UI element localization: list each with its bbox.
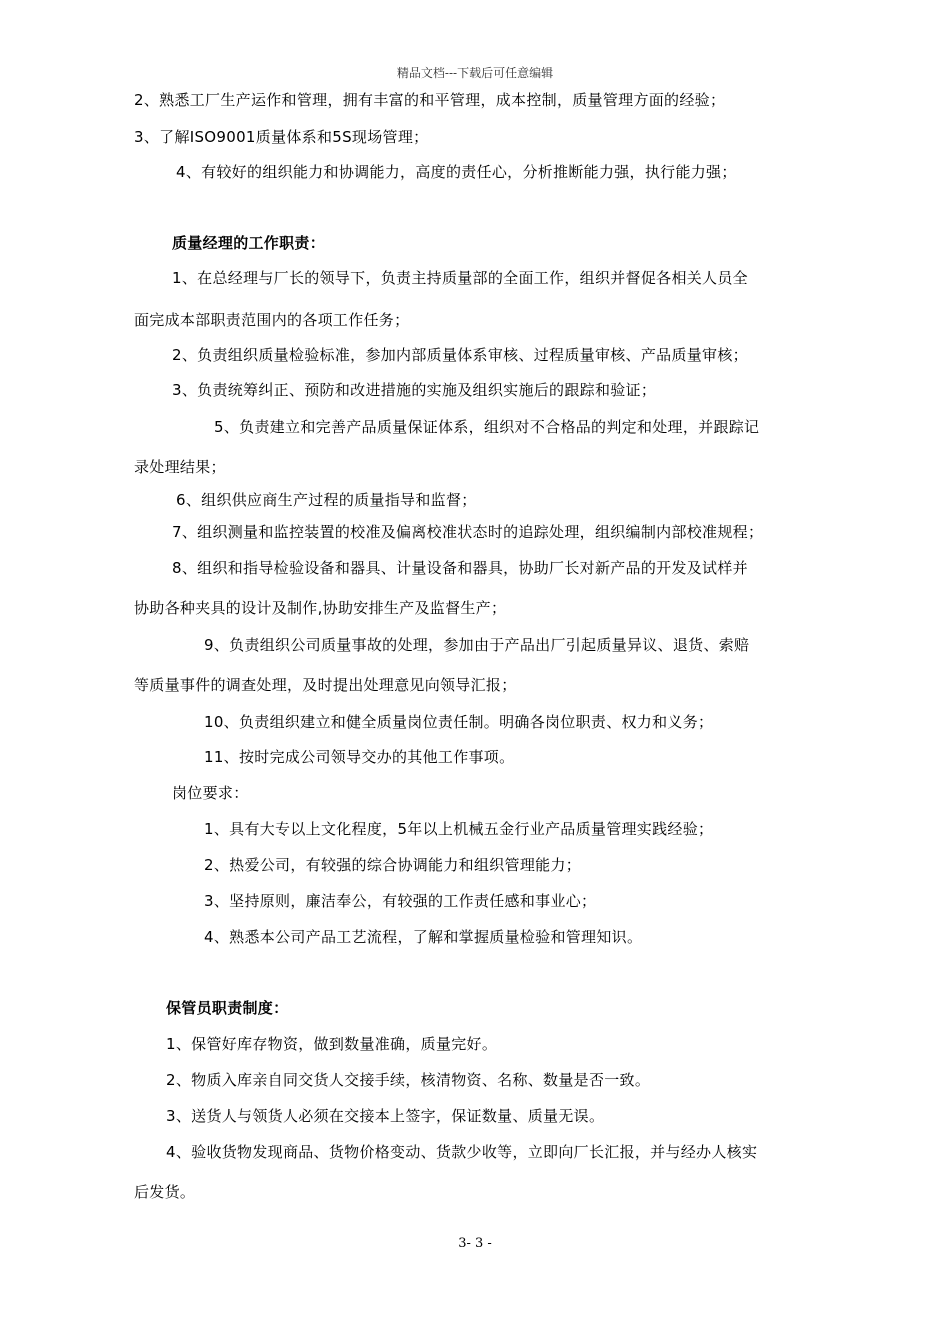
qm-duty-line: 面完成本部职责范围内的各项工作任务； <box>134 311 410 329</box>
qm-duty-line: 8、组织和指导检验设备和器具、计量设备和器具，协助厂长对新产品的开发及试样并 <box>172 559 748 577</box>
qm-duty-line: 1、在总经理与厂长的领导下，负责主持质量部的全面工作，组织并督促各相关人员全 <box>172 269 748 287</box>
qm-duty-line: 录处理结果； <box>134 458 226 476</box>
requirement-item: 2、热爱公司，有较强的综合协调能力和组织管理能力； <box>204 856 582 874</box>
intro-item-4: 4、有较好的组织能力和协调能力，高度的责任心，分析推断能力强，执行能力强； <box>176 163 737 181</box>
qm-duty-line: 协助各种夹具的设计及制作,协助安排生产及监督生产； <box>134 599 507 617</box>
page-number: 3- 3 - <box>458 1236 492 1251</box>
keeper-duty-line: 2、物质入库亲自同交货人交接手续，核清物资、名称、数量是否一致。 <box>166 1071 651 1089</box>
qm-duty-line: 11、按时完成公司领导交办的其他工作事项。 <box>204 748 515 766</box>
header-watermark: 精品文档---下载后可任意编辑 <box>396 66 554 80</box>
qm-duty-line: 10、负责组织建立和健全质量岗位责任制。明确各岗位职责、权力和义务； <box>204 713 714 731</box>
requirement-item: 4、熟悉本公司产品工艺流程，了解和掌握质量检验和管理知识。 <box>204 928 643 946</box>
qm-duty-line: 3、负责统筹纠正、预防和改进措施的实施及组织实施后的跟踪和验证； <box>172 381 657 399</box>
keeper-title: 保管员职责制度： <box>166 999 289 1017</box>
quality-manager-title: 质量经理的工作职责： <box>172 234 326 252</box>
qm-duty-line: 6、组织供应商生产过程的质量指导和监督； <box>176 491 477 509</box>
keeper-duty-line: 后发货。 <box>134 1183 196 1201</box>
keeper-duty-line: 1、保管好库存物资，做到数量准确，质量完好。 <box>166 1035 498 1053</box>
keeper-duty-line: 3、送货人与领货人必须在交接本上签字，保证数量、质量无误。 <box>166 1107 605 1125</box>
keeper-duty-line: 4、验收货物发现商品、货物价格变动、货款少收等，立即向厂长汇报，并与经办人核实 <box>166 1143 758 1161</box>
qm-duty-line: 7、组织测量和监控装置的校准及偏离校准状态时的追踪处理，组织编制内部校准规程； <box>172 523 764 541</box>
qm-duty-line: 5、负责建立和完善产品质量保证体系，组织对不合格品的判定和处理，并跟踪记 <box>214 418 760 436</box>
qm-duty-line: 等质量事件的调查处理，及时提出处理意见向领导汇报； <box>134 676 517 694</box>
qm-duty-line: 9、负责组织公司质量事故的处理，参加由于产品出厂引起质量异议、退货、索赔 <box>204 636 750 654</box>
requirement-item: 1、具有大专以上文化程度，5年以上机械五金行业产品质量管理实践经验； <box>204 820 714 838</box>
requirement-item: 3、坚持原则，廉洁奉公，有较强的工作责任感和事业心； <box>204 892 597 910</box>
intro-item-3: 3、了解ISO9001质量体系和5S现场管理； <box>134 128 429 146</box>
intro-item-2: 2、熟悉工厂生产运作和管理，拥有丰富的和平管理，成本控制，质量管理方面的经验； <box>134 91 726 109</box>
qm-duty-line: 2、负责组织质量检验标准，参加内部质量体系审核、过程质量审核、产品质量审核； <box>172 346 748 364</box>
requirements-title: 岗位要求： <box>172 784 249 802</box>
